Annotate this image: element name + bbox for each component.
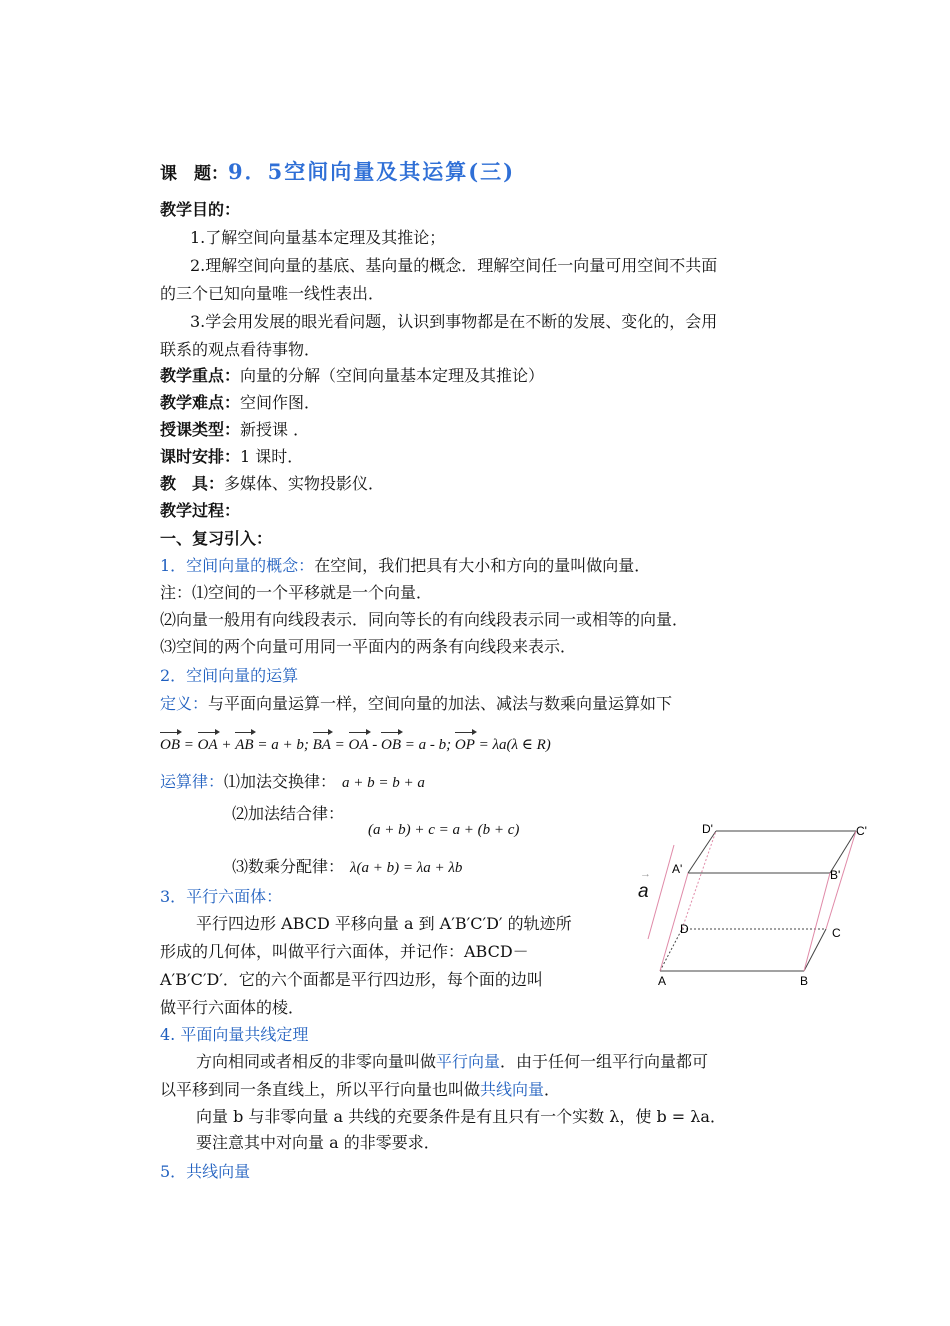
law-2-formula: (a + b) + c = a + (b + c) [368,822,520,838]
edge-DD1 [682,831,716,929]
formula-sep-2: ; [446,737,452,753]
lesson-title-line [160,160,515,186]
focus-text: 向量的分解（空间向量基本定理及其推论） [240,366,545,385]
tools-label: 教 具： [160,474,225,493]
label-A: A [658,974,667,988]
s3-p2: 形成的几何体，叫做平行六面体，并记作：ABCD－ [160,942,529,961]
s4-p1 [196,1052,708,1072]
s3-p1: 平行四边形 ABCD 平移向量 a 到 A′B′C′D′ 的轨迹所 [196,914,572,933]
title-label: 课 题： [160,164,228,184]
scalar-rhs: λa(λ ∈ R) [492,737,551,753]
law-1-label: ⑴加法交换律： [224,772,337,791]
vec-OP: OP [454,737,475,753]
law-3-formula: λ(a + b) = λa + λb [350,860,463,876]
s3-p3: A′B′C′D′．它的六个面都是平行四边形，每个面的边叫 [160,970,543,989]
hours-text: 1 课时． [240,447,304,466]
focus-line [160,366,544,386]
s4-p1-b: ．由于任何一组平行向量都可 [500,1052,709,1071]
objective-2a: 2.理解空间向量的基底、基向量的概念．理解空间任一向量可用空间不共面 [190,256,718,275]
objective-3b: 联系的观点看待事物． [160,340,321,359]
s1-line [160,556,650,576]
s3-heading: 3．平行六面体： [160,887,283,906]
difficulty-line [160,393,320,413]
law-1-formula: a + b = b + a [342,775,425,791]
vec-OA: OA [197,737,218,753]
term-collinear-vector: 共线向量 [480,1080,545,1099]
vector-a-segment [648,845,674,939]
type-text: 新授课 ． [240,420,310,439]
def-text: 与平面向量运算一样，空间向量的加法、减法与数乘向量运算如下 [208,694,673,713]
s4-heading: 4. 平面向量共线定理 [160,1025,309,1044]
difficulty-label: 教学难点： [160,393,241,412]
sum-rhs: a + b [271,737,304,753]
vec-OA-2: OA [348,737,369,753]
law-2-label: ⑵加法结合律： [232,804,345,823]
edge-B1C1 [830,831,856,873]
s4-p4: 要注意其中对向量 a 的非零要求． [196,1133,440,1152]
label-B: B [800,974,809,988]
s1-text: 在空间，我们把具有大小和方向的量叫做向量． [314,556,651,575]
def-label: 定义： [160,694,209,713]
law-3-line [232,857,462,878]
type-line [160,420,309,440]
law-1-line [160,772,425,793]
law-3-label: ⑶数乘分配律： [232,857,345,876]
s1-label: 1．空间向量的概念： [160,556,315,575]
s5-heading: 5．共线向量 [160,1162,251,1181]
label-D1: D' [702,822,713,836]
edge-AD [660,929,682,971]
s1-note-3: ⑶空间的两个向量可用同一平面内的两条有向线段来表示． [160,637,577,656]
s4-p1-a: 方向相同或者相反的非零向量叫做 [196,1052,437,1071]
section-1-heading: 一、复习引入： [160,529,273,548]
tools-text: 多媒体、实物投影仪． [224,474,385,493]
edge-A1D1 [688,831,716,873]
label-C1: C' [856,824,867,838]
vector-arrow-mark: → [640,868,651,880]
objective-3a: 3.学会用发展的眼光看问题，认识到事物都是在不断的发展、变化的，会用 [190,312,718,331]
difficulty-text: 空间作图． [240,393,321,412]
term-parallel-vector: 平行向量 [436,1052,501,1071]
s4-p2 [160,1080,560,1100]
process-heading: 教学过程： [160,501,241,520]
vec-OB: OB [160,737,180,753]
type-label: 授课类型： [160,420,241,439]
hours-label: 课时安排： [160,447,241,466]
s1-note-2: ⑵向量一般用有向线段表示．同向等长的有向线段表示同一或相等的向量． [160,610,689,629]
diff-rhs: a - b [418,737,447,753]
label-B1: B' [830,868,841,882]
objectives-heading: 教学目的： [160,200,241,219]
vec-AB: AB [235,737,254,753]
operation-formulas: OB = OA + AB = a + b; BA = OA - OB = a - b; OP = λa(λ ∈ R) [160,737,551,753]
s4-p2-a: 以平移到同一条直线上，所以平行向量也叫做 [160,1080,481,1099]
vector-label-a: a [638,881,649,902]
lesson-title: 9．5空间向量及其运算(三) [228,159,516,184]
hours-line [160,447,303,467]
objective-1: 1.了解空间向量基本定理及其推论； [190,228,446,247]
label-D: D [680,922,689,936]
laws-label: 运算律： [160,772,225,791]
focus-label: 教学重点： [160,366,241,385]
vec-BA: BA [312,737,331,753]
s1-note-1: 注：⑴空间的一个平移就是一个向量． [160,583,433,602]
label-C: C [832,926,841,940]
s2-heading: 2．空间向量的运算 [160,666,299,685]
edge-BB1 [804,873,830,971]
s4-p2-b: ． [544,1080,561,1099]
s4-p3: 向量 b 与非零向量 a 共线的充要条件是有且只有一个实数 λ，使 b = λa． [196,1107,726,1126]
formula-sep: ; [303,737,309,753]
parallelepiped-figure [628,815,878,995]
s3-p4: 做平行六面体的棱． [160,998,305,1017]
label-A1: A' [672,862,683,876]
s2-definition [160,694,672,714]
objective-2b: 的三个已知向量唯一线性表出． [160,284,385,303]
edge-BC [804,929,826,971]
vec-OB-2: OB [381,737,402,753]
tools-line [160,474,384,494]
